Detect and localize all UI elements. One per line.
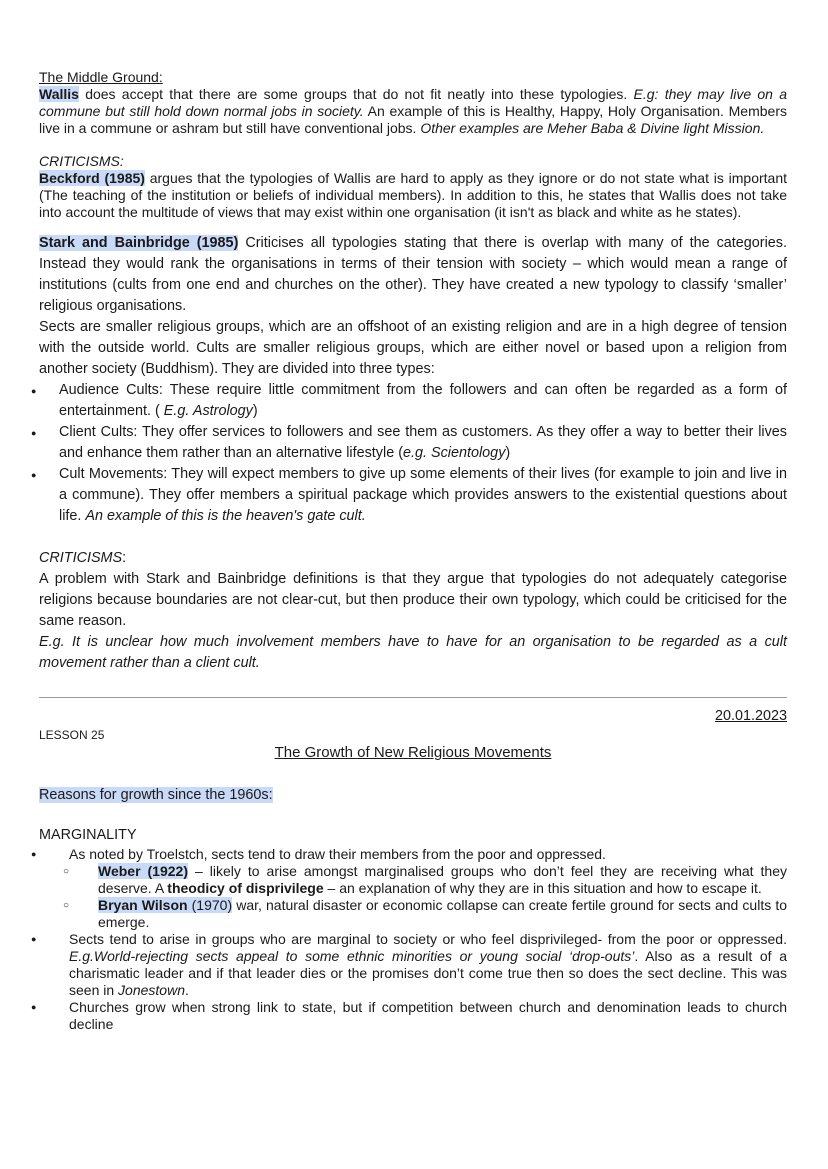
stark-paragraph: Stark and Bainbridge (1985) Criticises all typologies stating that there is overlap with many of the categories. Instead they would rank the organisations in terms of their tension with society – which would mean a range of institutions (cults from one end and churches on the other). They have created a new typology to classify ‘smaller’ religious organisations. [39, 235, 787, 314]
cult-types-list [39, 380, 787, 527]
section-divider [39, 697, 787, 698]
lesson-date: 20.01.2023 [714, 708, 787, 724]
weber-name: Weber (1922) [98, 863, 188, 879]
list-item: ● As noted by Troelstch, sects tend to draw their members from the poor and oppressed. [39, 846, 787, 863]
list-item: ● Churches grow when strong link to state, but if competition between church and denomination leads to church decline [39, 999, 787, 1033]
criticisms-heading-2: CRITICISMS: [39, 550, 127, 566]
marginality-list [39, 846, 787, 1033]
stark-criticism-paragraph: A problem with Stark and Bainbridge definitions is that they argue that typologies do not adequately categorise religions because boundaries are not clear-cut, but then produce their own typology, which could be criticised for the same reason. [39, 571, 787, 629]
document-page [39, 69, 787, 1033]
middle-ground-heading: The Middle Ground: [39, 69, 163, 85]
sects-paragraph: Sects are smaller religious groups, which are an offshoot of an existing religion and are in a high degree of tension with the outside world. Cults are smaller religious groups, which are either novel or based upon a religion from another society (Buddhism). They are divided into three types: [39, 319, 787, 377]
lesson-label: LESSON 25 [39, 728, 105, 742]
list-item: ● Audience Cults: These require little commitment from the followers and can often be regarded as a form of entertainment. ( E.g. Astrology) [39, 380, 787, 422]
beckford-paragraph: Beckford (1985) argues that the typologies of Wallis are hard to apply as they ignore or do not state what is important (The teaching of the institution or beliefs of individual members). In addition to this, he states that Wallis does not take into account the multitude of views that may exist within one organisation (it isn't as black and white as he states). [39, 170, 787, 220]
stark-criticism-example: E.g. It is unclear how much involvement members have to have for an organisation to be regarded as a cult movement rather than a client cult. [39, 634, 787, 671]
list-item: ● Sects tend to arise in groups who are marginal to society or who feel disprivileged- from the poor or oppressed. E.g.World-rejecting sects appeal to some ethnic minorities or young social ‘drop-outs’. Also as a result of a charismatic leader and if that leader dies or the promises don’t come true then so does the sect decline. This was seen in Jonestown. [39, 931, 787, 999]
list-item: ● Client Cults: They offer services to followers and see them as customers. As they offer a way to better their lives and enhance them rather than an alternative lifestyle (e.g. Scientology) [39, 422, 787, 464]
criticisms-heading: CRITICISMS: [39, 153, 124, 169]
wilson-name: Bryan Wilson [98, 897, 188, 913]
beckford-name: Beckford (1985) [39, 170, 145, 186]
wallis-paragraph: Wallis does accept that there are some groups that do not fit neatly into these typologies. E.g: they may live on a commune but still hold down normal jobs in society. An example of this is Healthy, Happy, Holy Organisation. Members live in a commune or ashram but still have conventional jobs. Other examples are Meher Baba & Divine light Mission. [39, 86, 787, 136]
list-item: ○ Bryan Wilson (1970) war, natural disaster or economic collapse can create fertile ground for sects and cults to emerge. [39, 897, 787, 931]
reasons-heading: Reasons for growth since the 1960s: [39, 787, 273, 803]
list-item: ● Cult Movements: They will expect members to give up some elements of their lives (for example to join and live in a commune). They offer members a spiritual package which provides answers to the existential questions about life. An example of this is the heaven's gate cult. [39, 464, 787, 527]
marginality-heading: MARGINALITY [39, 827, 137, 843]
stark-name: Stark and Bainbridge (1985) [39, 235, 239, 251]
list-item: ○ Weber (1922) – likely to arise amongst marginalised groups who don’t feel they are receiving what they deserve. A theodicy of disprivilege – an explanation of why they are in this situation and how to escape it. [39, 863, 787, 897]
wallis-name: Wallis [39, 86, 79, 102]
page-title: The Growth of New Religious Movements [274, 744, 552, 761]
